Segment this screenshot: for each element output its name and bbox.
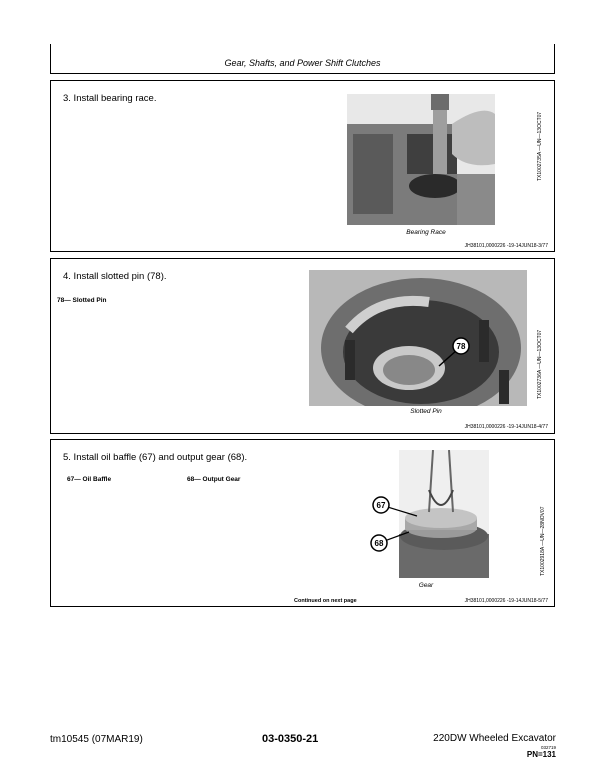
step-3-ref-code: JH38101,0000226 -19-14JUN18-3/77 [464, 243, 548, 249]
section-title: Gear, Shafts, and Power Shift Clutches [224, 58, 381, 68]
step-4-side-code: TX1002736A —UN—13OCT07 [537, 329, 543, 399]
footer-section-page: 03-0350-21 [262, 733, 319, 745]
callout-67-text: 67 [376, 501, 386, 510]
gear-illustration [369, 450, 489, 578]
step-3-title: 3. Install bearing race. [63, 93, 157, 104]
step-4-box [50, 258, 555, 434]
bearing-race-illustration [347, 94, 495, 225]
step-4-ref-code: JH38101,0000226 -19-14JUN18-4/77 [464, 424, 548, 430]
legend-oil-baffle: 67— Oil Baffle [67, 476, 112, 483]
footer-page-number: PN=131 [526, 750, 556, 759]
step-5-title: 5. Install oil baffle (67) and output gear (68). [63, 452, 248, 463]
step-4-title: 4. Install slotted pin (78). [63, 271, 167, 282]
footer-small-code: 032719 [540, 745, 556, 750]
step-5-box [50, 439, 555, 607]
step-5-caption: Gear [418, 582, 434, 589]
slotted-pin-illustration [309, 270, 527, 406]
step-4-caption: Slotted Pin [410, 408, 442, 415]
step-3-side-code: TX1002735A —UN—13OCT07 [537, 111, 543, 181]
step-5-ref-code: JH38101,0000226 -19-14JUN18-5/77 [464, 598, 548, 604]
step-5-side-code: TX1002918A —UN—28NOV07 [540, 506, 546, 576]
step-3-caption: Bearing Race [406, 229, 446, 236]
legend-slotted-pin: 78— Slotted Pin [57, 297, 107, 304]
header-frame [50, 44, 555, 74]
slotted-pin-photo [309, 270, 527, 406]
step-3-box [50, 80, 555, 252]
callout-78-text: 78 [456, 342, 466, 351]
legend-output-gear: 68— Output Gear [187, 476, 241, 483]
bearing-race-photo [347, 94, 495, 225]
footer-doc-id: tm10545 (07MAR19) [50, 734, 143, 745]
gear-photo [369, 450, 489, 578]
callout-68-text: 68 [374, 539, 384, 548]
continued-note: Continued on next page [294, 598, 357, 604]
footer-machine: 220DW Wheeled Excavator [433, 733, 556, 744]
